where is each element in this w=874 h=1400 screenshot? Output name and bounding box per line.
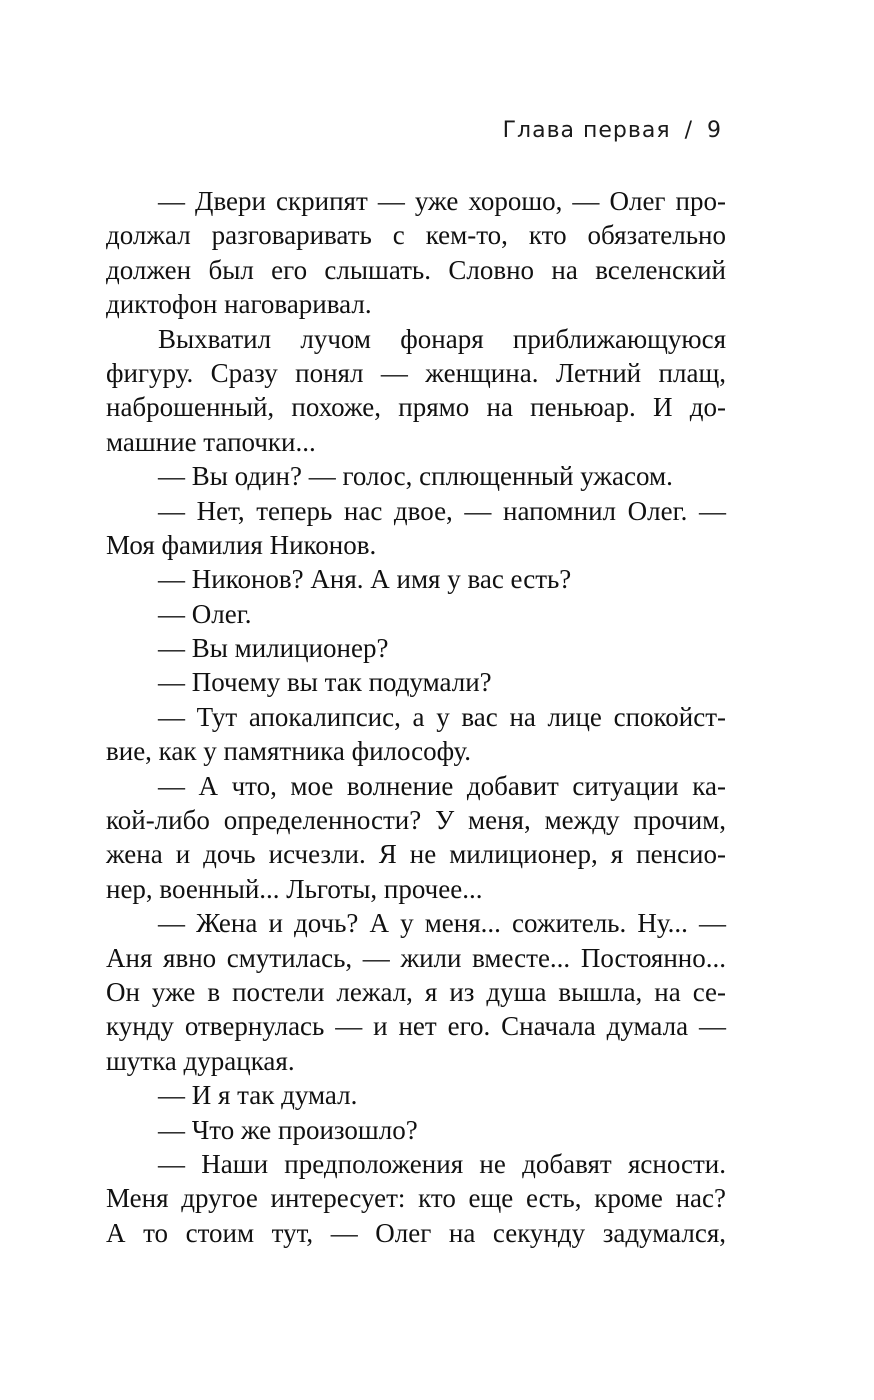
text-line: Аня явно смутилась, — жили вместе... Постоянно...: [106, 942, 726, 973]
text-line: — Наши предположения не добавят ясности.: [158, 1148, 726, 1179]
text-line: — Двери скрипят — уже хорошо, — Олег про-: [158, 186, 726, 216]
text-line: — Никонов? Аня. А имя у вас есть?: [158, 564, 572, 595]
text-line: А то стоим тут, — Олег на секунду задумался,: [106, 1217, 726, 1248]
chapter-title: Глава первая: [502, 118, 671, 143]
text-line: — Нет, теперь нас двое, — напомнил Олег. —: [158, 495, 726, 526]
text-line: должал разговаривать с кем-то, кто обязательно: [106, 220, 726, 251]
page-number: 9: [707, 118, 722, 143]
text-line: Он уже в постели лежал, я из душа вышла, на се-: [106, 976, 726, 1007]
text-line: — Почему вы так подумали?: [158, 667, 492, 698]
body-text: [106, 184, 726, 1250]
text-line: фигуру. Сразу понял — женщина. Летний плащ,: [106, 357, 726, 388]
text-line: — А что, мое волнение добавит ситуации ка-: [158, 770, 726, 801]
text-line: Меня другое интересует: кто еще есть, кроме нас?: [106, 1183, 726, 1214]
text-line: должен был его слышать. Словно на вселенский: [106, 254, 726, 285]
text-line: наброшенный, похоже, прямо на пеньюар. И до-: [106, 392, 726, 423]
text-line: Моя фамилия Никонов.: [106, 529, 377, 560]
text-line: Выхватил лучом фонаря приближающуюся: [158, 323, 726, 354]
text-line: — И я так думал.: [158, 1080, 358, 1111]
text-line: — Вы один? — голос, сплющенный ужасом.: [158, 461, 673, 492]
text-line: — Тут апокалипсис, а у вас на лице спокойст-: [158, 701, 726, 732]
text-line: — Что же произошло?: [158, 1114, 418, 1145]
text-line: — Жена и дочь? А у меня... сожитель. Ну... —: [158, 908, 726, 939]
text-line: машние тапочки...: [106, 426, 316, 457]
running-head: [503, 118, 722, 143]
text-line: вие, как у памятника философу.: [106, 736, 472, 767]
text-line: — Олег.: [158, 598, 252, 629]
text-line: диктофон наговаривал.: [106, 289, 372, 320]
text-line: кой-либо определенности? У меня, между прочим,: [106, 805, 726, 836]
text-line: нер, военный... Льготы, прочее...: [106, 873, 483, 904]
text-line: жена и дочь исчезли. Я не милиционер, я пенсио-: [106, 839, 726, 870]
header-separator: /: [684, 118, 693, 143]
text-line: — Вы милиционер?: [158, 633, 389, 664]
text-line: шутка дурацкая.: [106, 1045, 295, 1076]
text-line: кунду отвернулась — и нет его. Сначала думала —: [106, 1011, 726, 1042]
